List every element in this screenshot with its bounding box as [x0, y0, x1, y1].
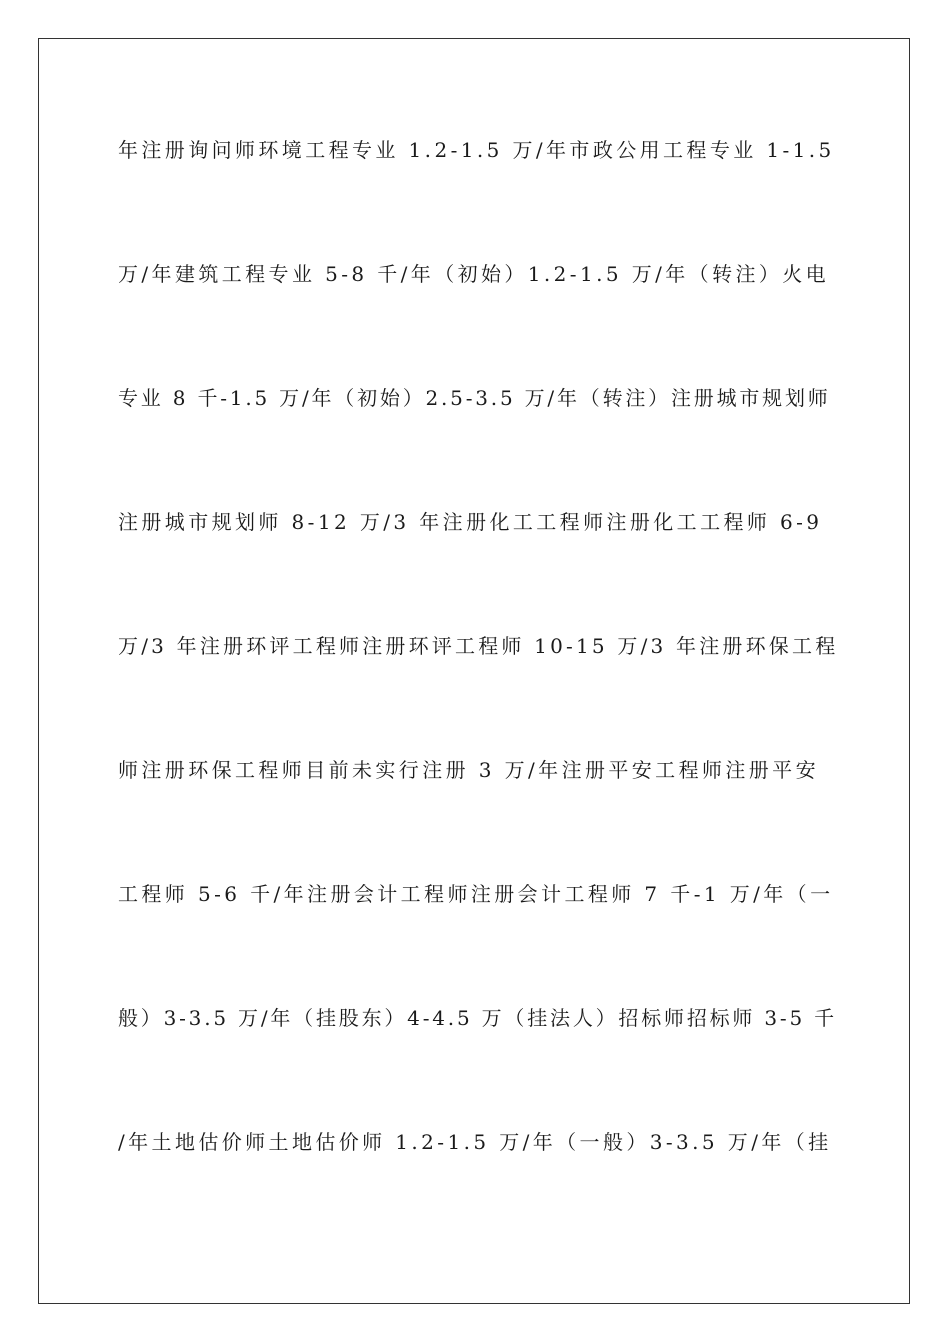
document-text-line: 注册城市规划师 8-12 万/3 年注册化工工程师注册化工工程师 6-9 — [118, 510, 823, 534]
document-text-line: /年土地估价师土地估价师 1.2-1.5 万/年（一般）3-3.5 万/年（挂 — [118, 1130, 832, 1154]
document-text-line: 师注册环保工程师目前未实行注册 3 万/年注册平安工程师注册平安 — [118, 758, 819, 782]
document-text-line: 万/年建筑工程专业 5-8 千/年（初始）1.2-1.5 万/年（转注）火电 — [118, 262, 830, 286]
document-text-line: 工程师 5-6 千/年注册会计工程师注册会计工程师 7 千-1 万/年（一 — [118, 882, 834, 906]
document-text-line: 专业 8 千-1.5 万/年（初始）2.5-3.5 万/年（转注）注册城市规划师 — [118, 386, 831, 410]
document-text-line: 万/3 年注册环评工程师注册环评工程师 10-15 万/3 年注册环保工程 — [118, 634, 839, 658]
document-text-line: 般）3-3.5 万/年（挂股东）4-4.5 万（挂法人）招标师招标师 3-5 千 — [118, 1006, 837, 1030]
document-text-line: 年注册询问师环境工程专业 1.2-1.5 万/年市政公用工程专业 1-1.5 — [118, 138, 835, 162]
page-border — [38, 38, 910, 1304]
